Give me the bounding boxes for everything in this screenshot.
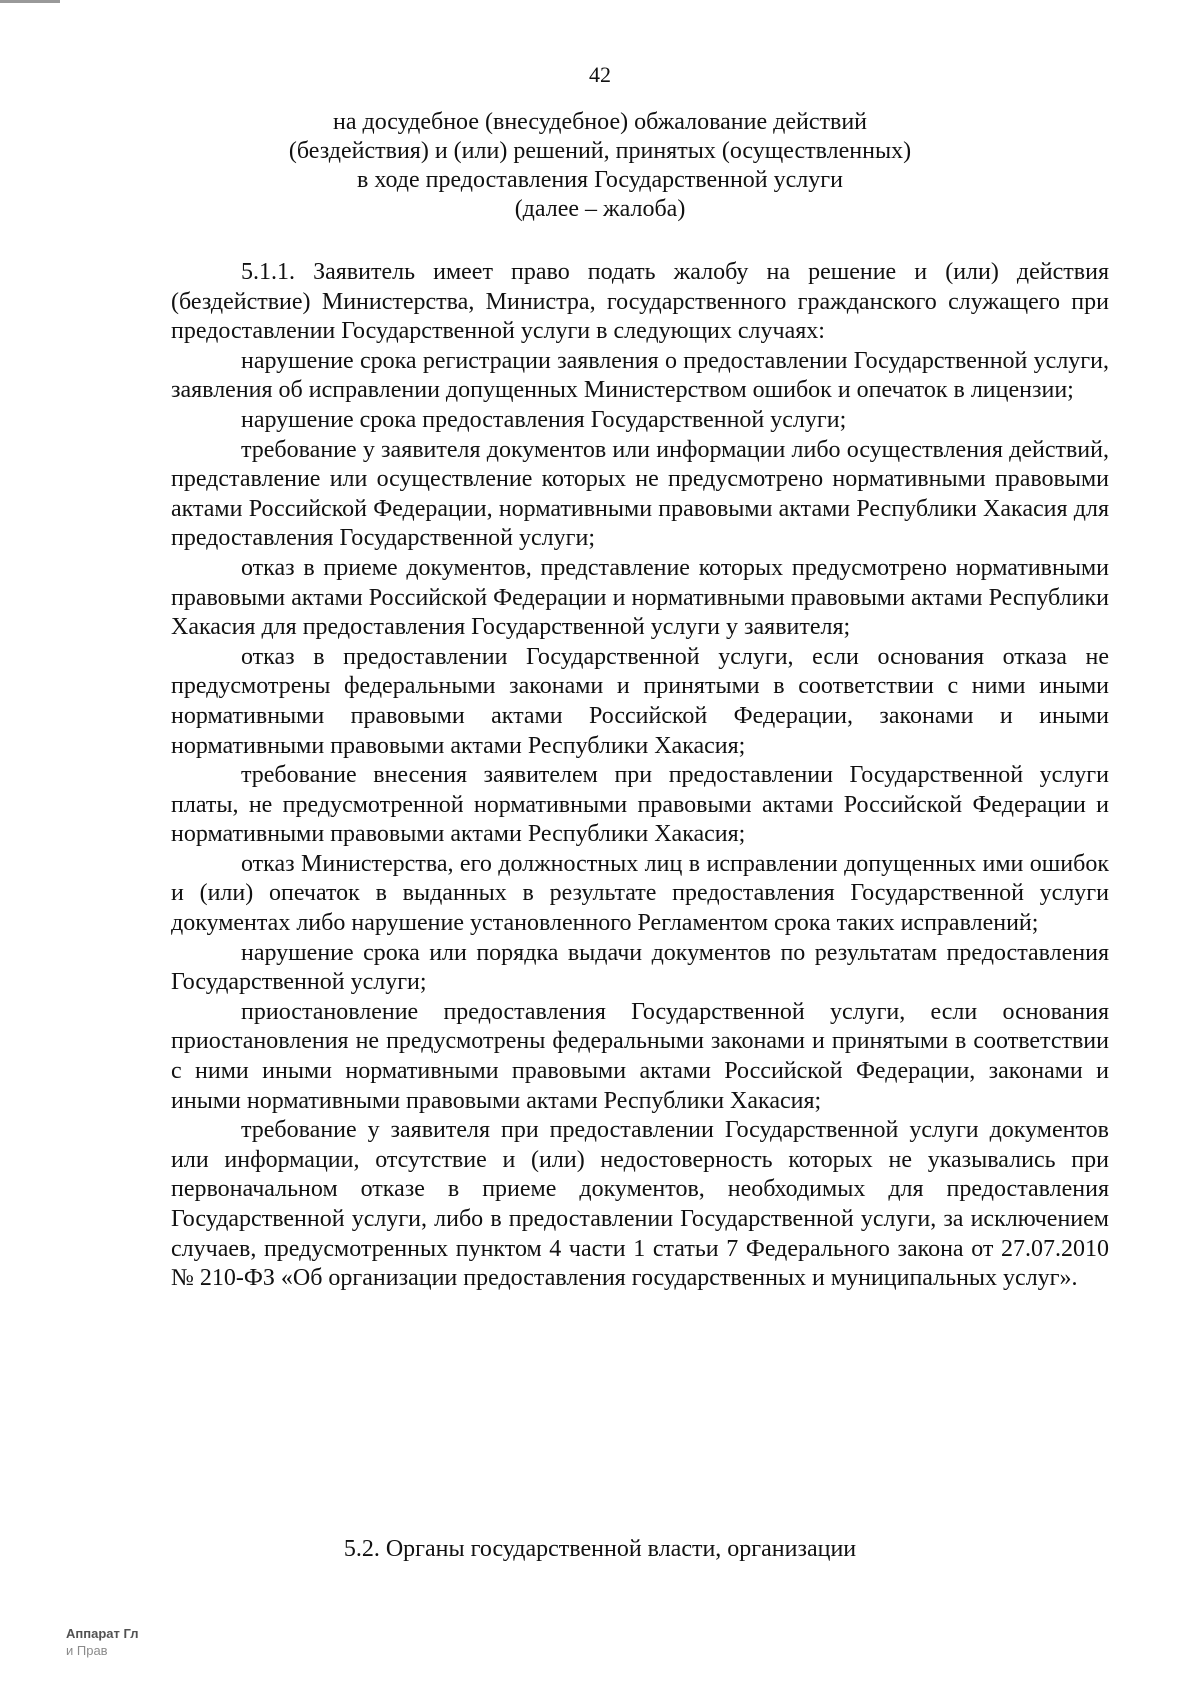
office-stamp [66, 1625, 138, 1659]
list-item: требование у заявителя при предоставлении Государственной услуги документов или информации, отсутствие и (или) недостоверность которых не указывались при первоначальном отказе в приеме документов, необходимых для предоставления Государственной услуги, либо в предоставлении Государственной услуги, за исключением случаев, предусмотренных пунктом 4 части 1 статьи 7 Федерального закона от 27.07.2010 № 210-ФЗ «Об организации предоставления государственных и муниципальных услуг». [171, 1117, 1109, 1292]
list-item: приостановление предоставления Государственной услуги, если основания приостановления не предусмотрены федеральными законами и принятыми в соответствии с ними иными нормативными правовыми актами Российской Федерации, законами и иными нормативными правовыми актами Республики Хакасия; [171, 998, 1109, 1114]
heading-line: на досудебное (внесудебное) обжалование действий [333, 109, 867, 135]
heading-line: (бездействия) и (или) решений, принятых (осуществленных) [288, 138, 912, 164]
heading-line: (далее – жалоба) [514, 196, 686, 222]
list-item: требование внесения заявителем при предоставлении Государственной услуги платы, не предусмотренной нормативными правовыми актами Российской Федерации и нормативными правовыми актами Республики Хакасия; [171, 762, 1109, 848]
list-item: требование у заявителя документов или информации либо осуществления действий, представление или осуществление которых не предусмотрено нормативными правовыми актами Российской Федерации, нормативными правовыми актами Республики Хакасия для предоставления Государственной услуги; [171, 436, 1109, 552]
list-item: отказ в предоставлении Государственной услуги, если основания отказа не предусмотрены федеральными законами и принятыми в соответствии с ними иными нормативными правовыми актами Российской Федерации, законами и иными нормативными правовыми актами Республики Хакасия; [171, 643, 1109, 759]
heading-line: в ходе предоставления Государственной услуги [357, 167, 843, 193]
list-item: нарушение срока или порядка выдачи документов по результатам предоставления Государственной услуги; [171, 939, 1109, 996]
list-item: нарушение срока регистрации заявления о предоставлении Государственной услуги, заявления об исправлении допущенных Министерством ошибок и опечаток в лицензии; [171, 347, 1109, 404]
section-heading [0, 108, 1200, 224]
list-item: нарушение срока предоставления Государственной услуги; [241, 406, 847, 433]
list-item: отказ в приеме документов, представление которых предусмотрено нормативными правовыми актами Российской Федерации и нормативными правовыми актами Республики Хакасия для предоставления Государственной услуги у заявителя; [171, 554, 1109, 641]
stamp-line: и Прав [66, 1643, 108, 1658]
scan-corner-mark [0, 0, 60, 3]
document-body [171, 258, 1109, 1294]
stamp-line: Аппарат Гл [66, 1626, 139, 1641]
list-item: отказ Министерства, его должностных лиц в исправлении допущенных ими ошибок и (или) опечаток в выданных в результате предоставления Государственной услуги документах либо нарушение установленного Регламентом срока таких исправлений; [171, 850, 1109, 937]
section-5-2-title: 5.2. Органы государственной власти, организации [343, 1536, 857, 1562]
page-number: 42 [589, 62, 611, 87]
paragraph-5-1-1: 5.1.1. Заявитель имеет право подать жалобу на решение и (или) действия (бездействие) Министерства, Министра, государственного гражданского служащего при предоставлении Государственной услуги в следующих случаях: [171, 259, 1109, 345]
